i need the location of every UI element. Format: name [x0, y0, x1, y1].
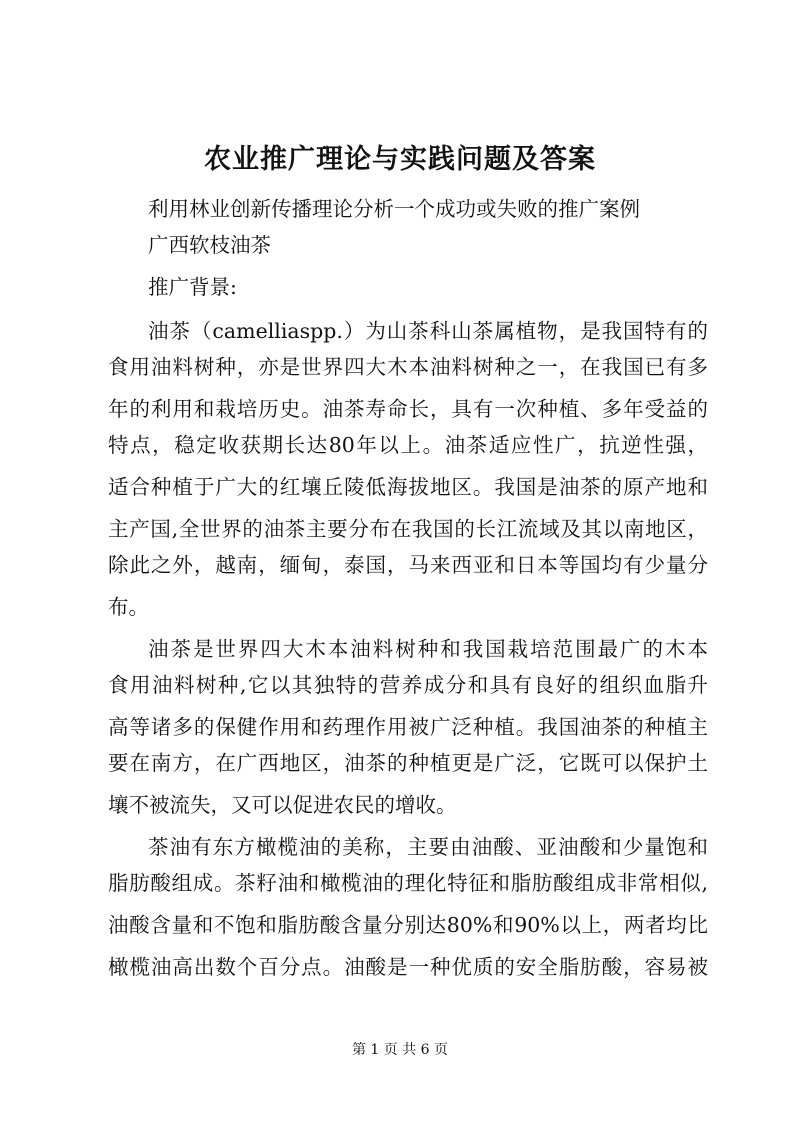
document-title: 农业推广理论与实践问题及答案 [204, 144, 596, 175]
paragraph-line: 油酸含量和不饱和脂肪酸含量分别达80%和90%以上，两者均比 [108, 913, 708, 937]
paragraph-line: 食用油料树种，亦是世界四大木本油料树种之一，在我国已有多 [108, 355, 708, 379]
page-number-footer: 第 1 页 共 6 页 [351, 1042, 449, 1058]
paragraph-line: 食用油料树种,它以其独特的营养成分和具有良好的组织血脂升 [108, 673, 708, 697]
paragraph-line: 油茶是世界四大木本油料树种和我国栽培范围最广的木本 [148, 637, 708, 661]
paragraph-line: 脂肪酸组成。茶籽油和橄榄油的理化特征和脂肪酸组成非常相似, [108, 871, 708, 895]
paragraph-line: 橄榄油高出数个百分点。油酸是一种优质的安全脂肪酸，容易被 [108, 955, 708, 979]
paragraph-line: 要在南方，在广西地区，油茶的种植更是广泛，它既可以保护土 [108, 751, 708, 775]
paragraph-line: 特点，稳定收获期长达80年以上。油茶适应性广，抗逆性强， [108, 433, 708, 457]
paragraph-line: 适合种植于广大的红壤丘陵低海拔地区。我国是油茶的原产地和 [108, 475, 708, 499]
paragraph-line: 油茶（camelliaspp.）为山茶科山茶属植物，是我国特有的 [148, 319, 708, 343]
paragraph-line: 壤不被流失，又可以促进农民的增收。 [108, 793, 457, 817]
subtitle-line: 利用林业创新传播理论分析一个成功或失败的推广案例 [148, 197, 640, 221]
section-heading: 推广背景: [148, 275, 237, 299]
paragraph-line: 高等诸多的保健作用和药理作用被广泛种植。我国油茶的种植主 [108, 715, 708, 739]
paragraph-line: 茶油有东方橄榄油的美称，主要由油酸、亚油酸和少量饱和 [148, 835, 708, 859]
paragraph-line: 主产国,全世界的油茶主要分布在我国的长江流域及其以南地区， [108, 517, 708, 541]
paragraph-line: 年的利用和栽培历史。油茶寿命长，具有一次种植、多年受益的 [108, 397, 708, 421]
case-name-line: 广西软枝油茶 [148, 233, 271, 257]
paragraph-line: 除此之外，越南，缅甸，泰国，马来西亚和日本等国均有少量分 [108, 553, 708, 577]
paragraph-line: 布。 [108, 595, 149, 619]
